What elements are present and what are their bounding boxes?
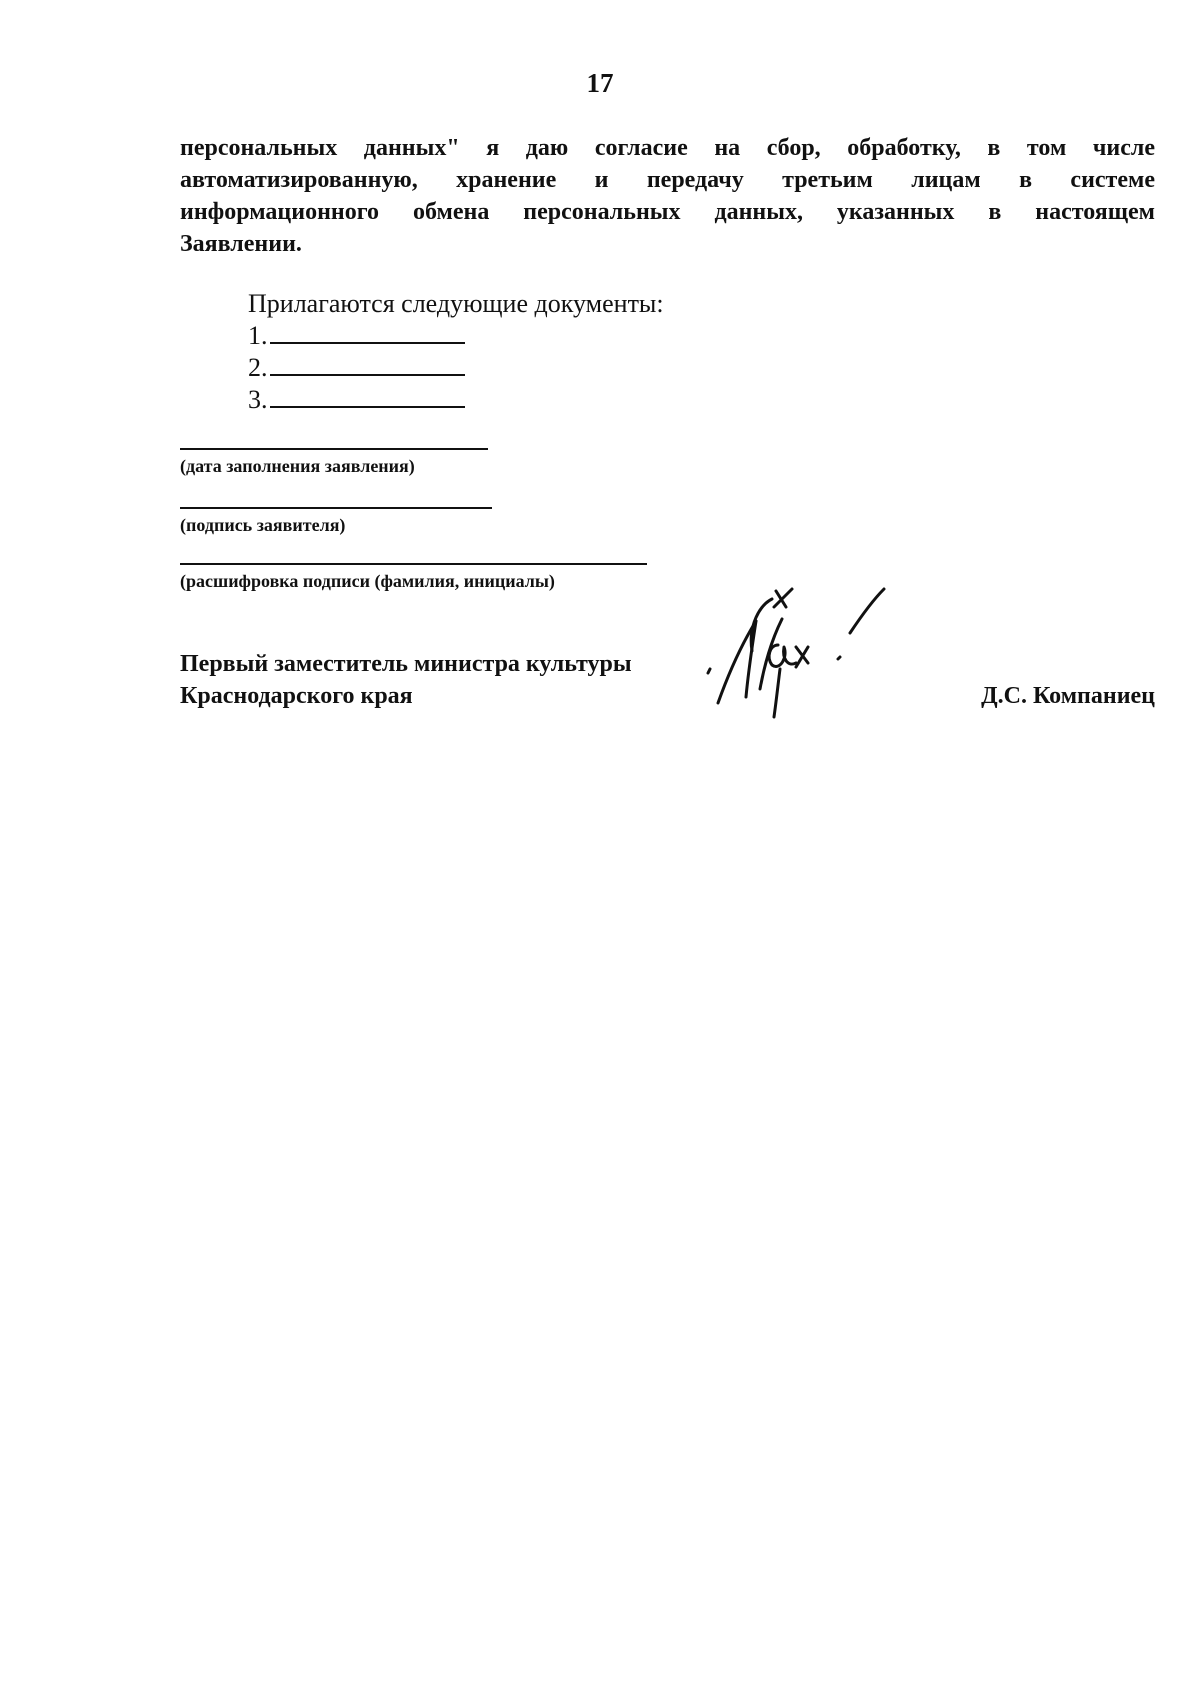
signatory-position-line: Первый заместитель министра культуры: [180, 651, 632, 677]
decode-caption: (расшифровка подписи (фамилия, инициалы): [180, 571, 555, 591]
signature-field: [180, 507, 492, 536]
signatory-position: [180, 648, 632, 712]
signature-caption: (подпись заявителя): [180, 515, 346, 535]
signature-decode-field: [180, 563, 647, 592]
attachment-number: 3.: [248, 385, 268, 414]
signatory-name: Д.С. Компаниец: [981, 683, 1155, 709]
paragraph-line: Заявлении.: [180, 231, 302, 257]
signature-blank-line: [180, 507, 492, 509]
attachment-item: [248, 384, 664, 416]
attachments-list: [248, 288, 664, 416]
attachment-number: 1.: [248, 321, 268, 350]
attachment-blank-line: [270, 384, 465, 408]
paragraph-line: персональных данных" я даю согласие на сбор, обработку, в том числе: [180, 135, 1155, 161]
attachment-blank-line: [270, 320, 465, 344]
attachment-item: [248, 352, 664, 384]
date-caption: (дата заполнения заявления): [180, 456, 415, 476]
handwritten-signature-icon: [700, 585, 920, 735]
paragraph-line: информационного обмена персональных данных, указанных в настоящем: [180, 199, 1155, 225]
attachments-title: Прилагаются следующие документы:: [248, 289, 664, 318]
consent-paragraph: [180, 132, 1155, 260]
date-blank-line: [180, 448, 488, 450]
attachment-item: [248, 320, 664, 352]
paragraph-line: автоматизированную, хранение и передачу третьим лицам в системе: [180, 167, 1155, 193]
attachment-blank-line: [270, 352, 465, 376]
page-number: 17: [586, 68, 614, 98]
attachment-number: 2.: [248, 353, 268, 382]
date-field: [180, 448, 488, 477]
signatory-position-line: Краснодарского края: [180, 683, 413, 709]
decode-blank-line: [180, 563, 647, 565]
